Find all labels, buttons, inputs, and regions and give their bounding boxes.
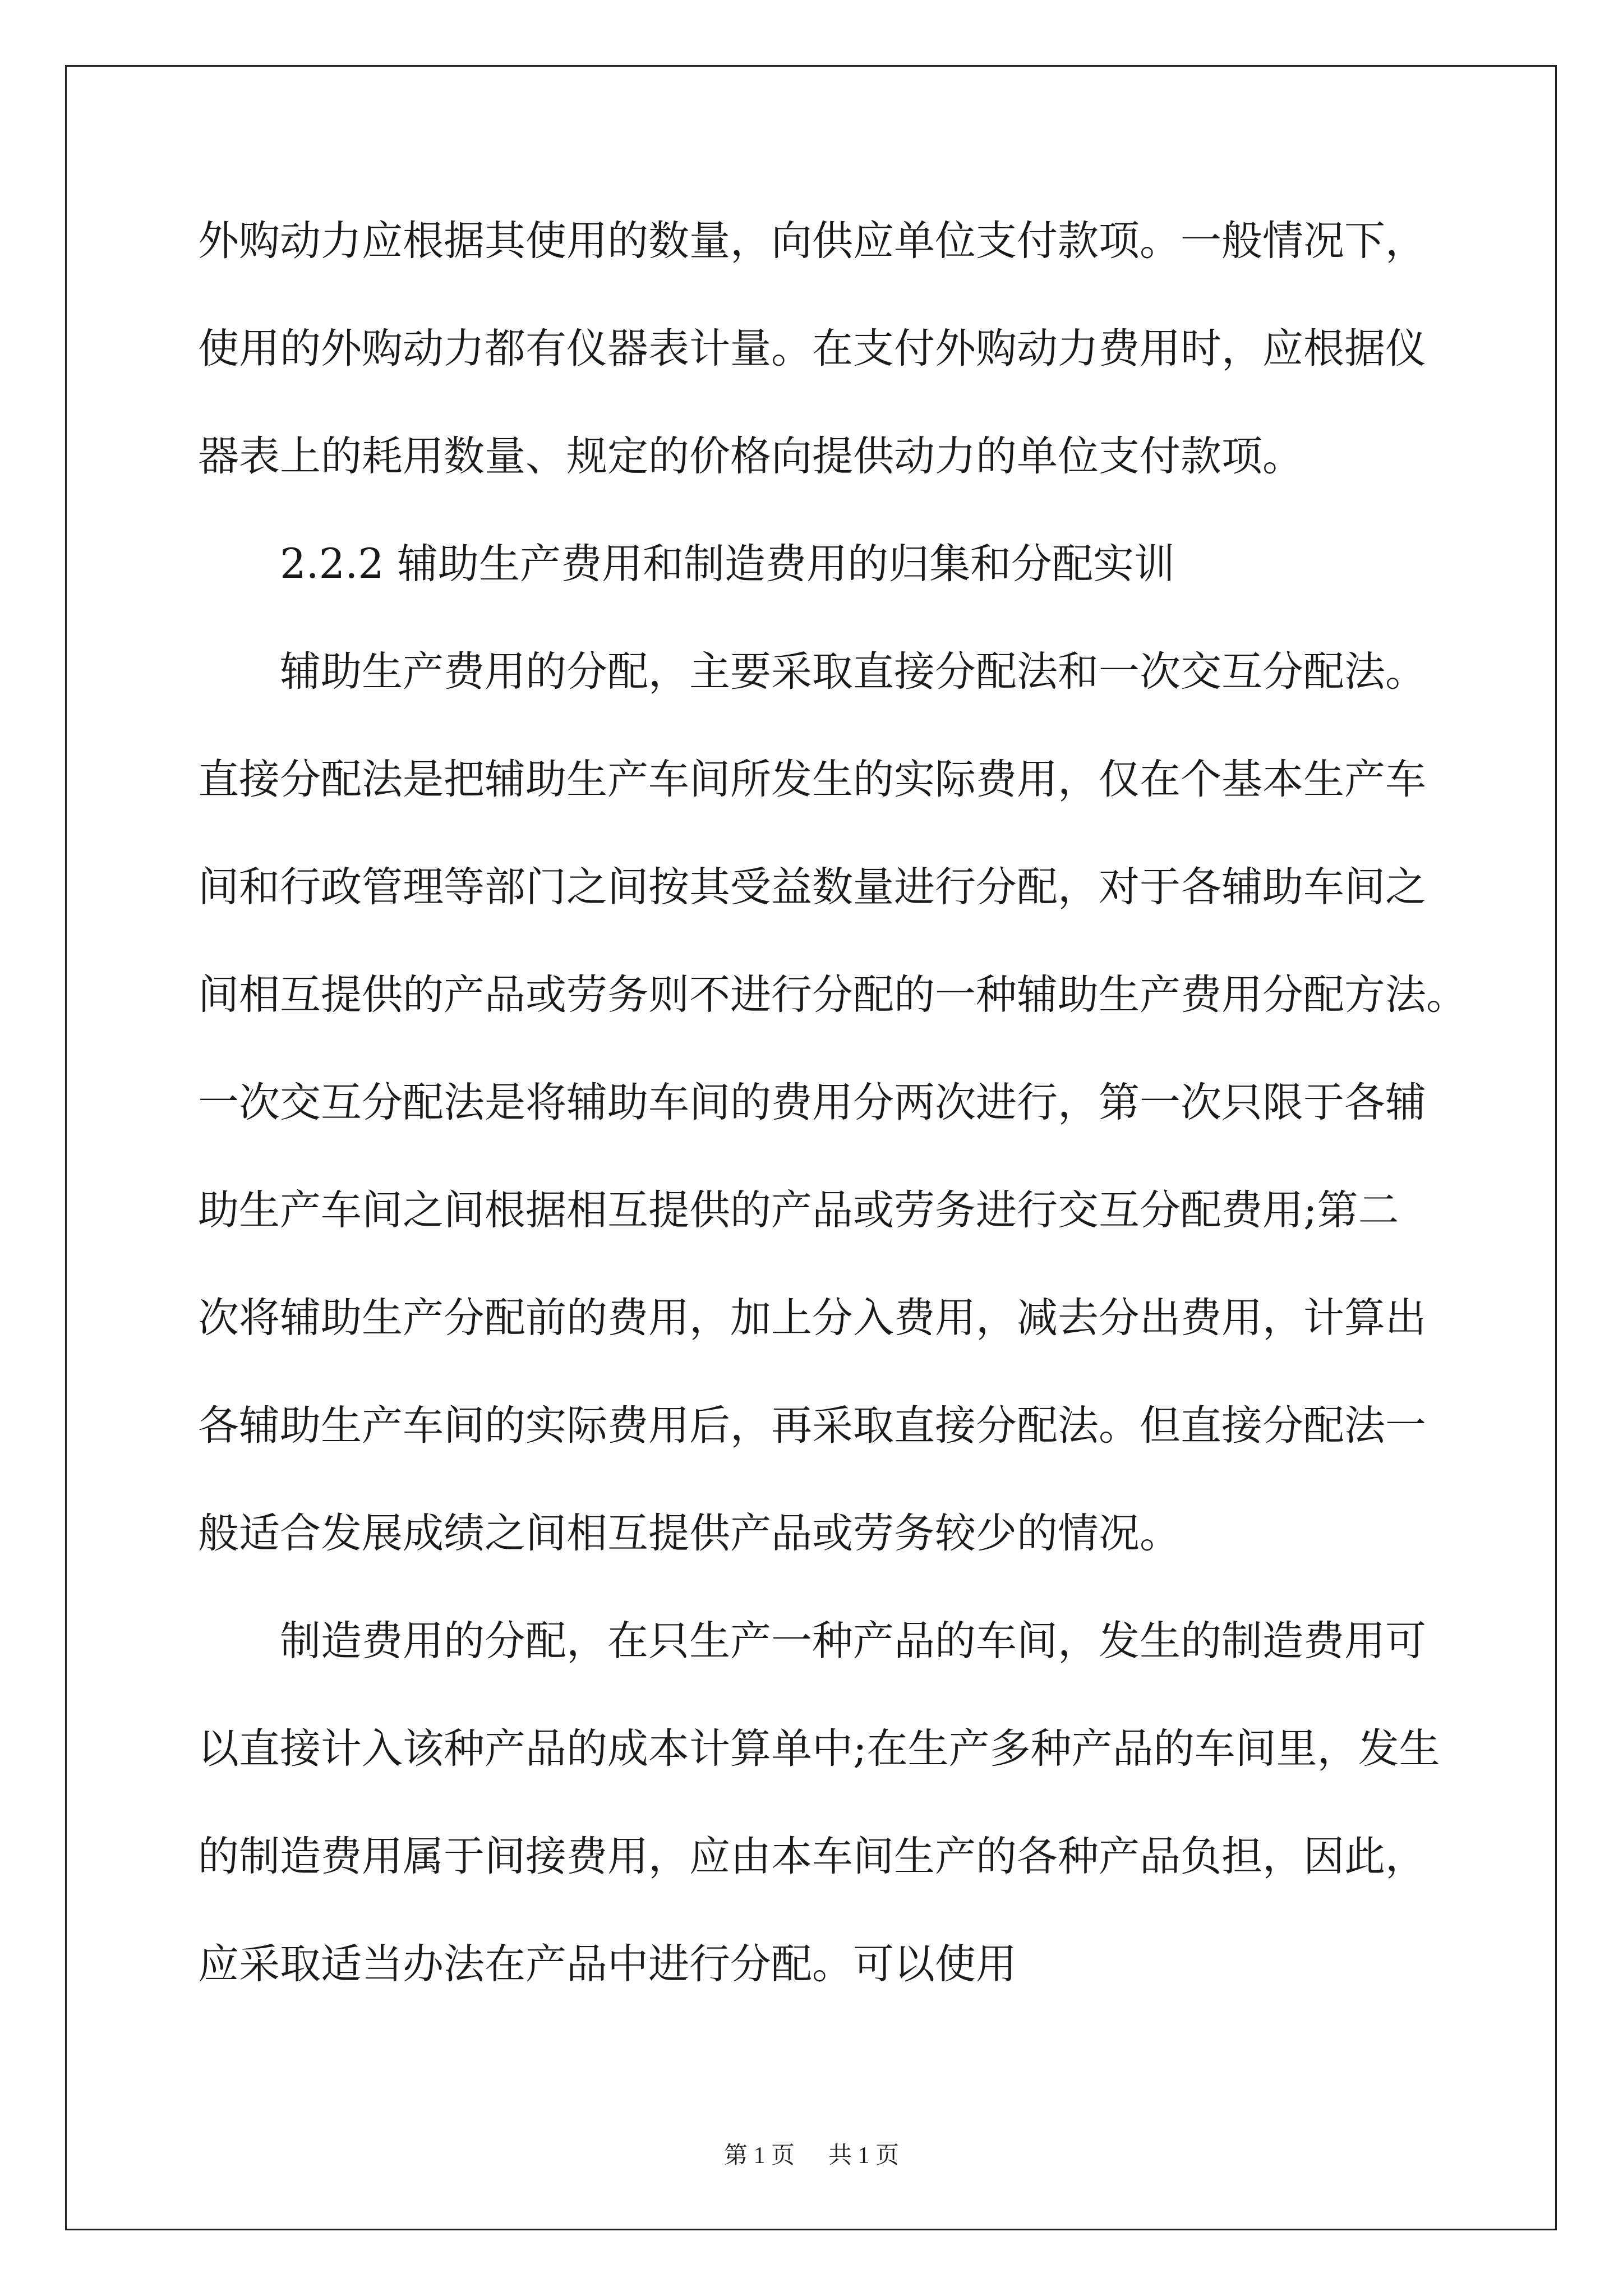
page-footer xyxy=(0,2140,1623,2171)
paragraph-line: 一次交互分配法是将辅助车间的费用分两次进行，第一次只限于各辅 xyxy=(198,1079,1426,1126)
paragraph-line: 以直接计入该种产品的成本计算单中;在生产多种产品的车间里，发生 xyxy=(198,1725,1440,1773)
document-body xyxy=(198,213,1467,2044)
paragraph-line: 次将辅助生产分配前的费用，加上分入费用，减去分出费用，计算出 xyxy=(198,1294,1426,1342)
paragraph-line: 间相互提供的产品或劳务则不进行分配的一种辅助生产费用分配方法。 xyxy=(198,971,1467,1019)
page-total: 共 1 页 xyxy=(828,2143,900,2169)
paragraph-line: 般适合发展成绩之间相互提供产品或劳务较少的情况。 xyxy=(198,1510,1181,1557)
paragraph-line: 器表上的耗用数量、规定的价格向提供动力的单位支付款项。 xyxy=(198,432,1303,480)
paragraph-line: 助生产车间之间根据相互提供的产品或劳务进行交互分配费用;第二 xyxy=(198,1186,1399,1234)
paragraph-line: 辅助生产费用的分配，主要采取直接分配法和一次交互分配法。 xyxy=(280,648,1426,696)
paragraph-line: 直接分配法是把辅助生产车间所发生的实际费用，仅在个基本生产车 xyxy=(198,756,1426,803)
paragraph-line: 使用的外购动力都有仪器表计量。在支付外购动力费用时，应根据仪 xyxy=(198,325,1426,372)
paragraph-line: 外购动力应根据其使用的数量，向供应单位支付款项。一般情况下， xyxy=(198,217,1426,265)
paragraph-line: 应采取适当办法在产品中进行分配。可以使用 xyxy=(198,1940,1017,1988)
section-heading: 2.2.2 辅助生产费用和制造费用的归集和分配实训 xyxy=(280,540,1175,588)
paragraph-line: 间和行政管理等部门之间按其受益数量进行分配，对于各辅助车间之 xyxy=(198,863,1426,911)
page-number: 第 1 页 xyxy=(723,2143,795,2169)
paragraph-line: 的制造费用属于间接费用，应由本车间生产的各种产品负担，因此， xyxy=(198,1833,1426,1880)
paragraph-line: 制造费用的分配，在只生产一种产品的车间，发生的制造费用可 xyxy=(280,1617,1426,1665)
paragraph-line: 各辅助生产车间的实际费用后，再采取直接分配法。但直接分配法一 xyxy=(198,1402,1426,1450)
